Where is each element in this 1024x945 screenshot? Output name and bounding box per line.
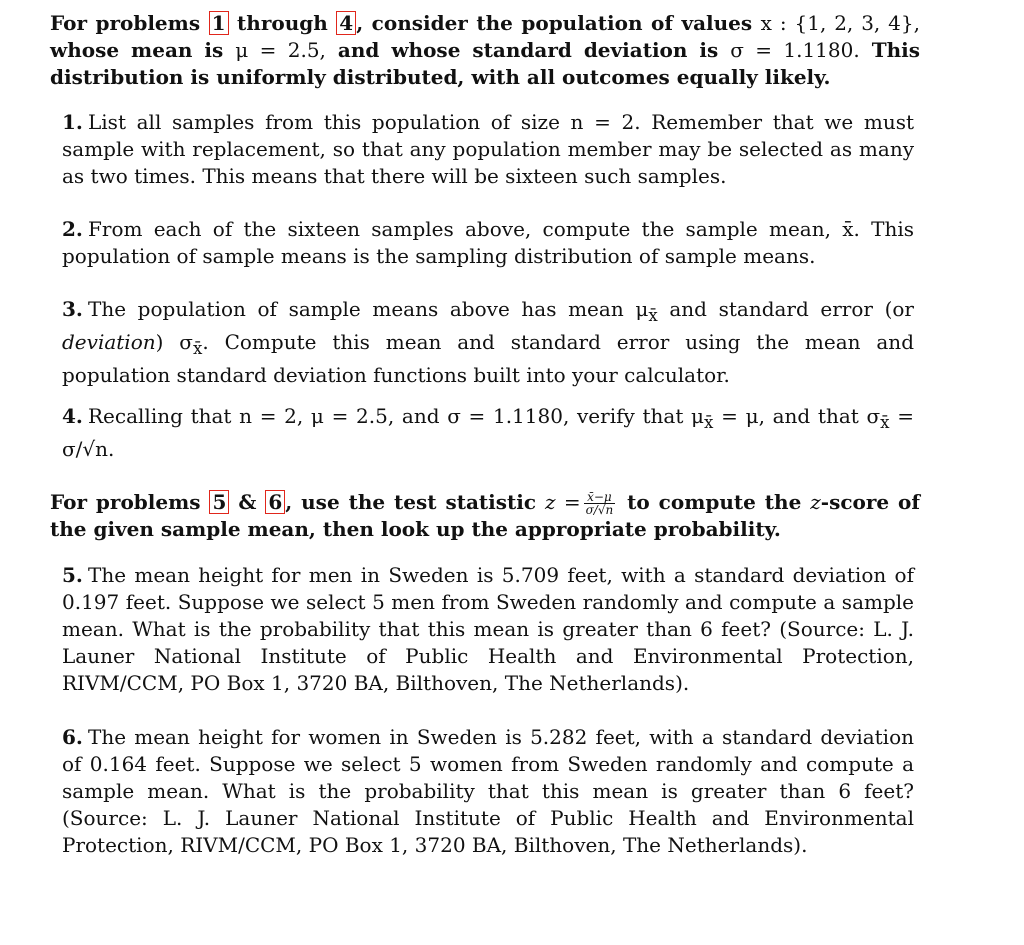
- problem-text: = μ, and that σ: [713, 404, 881, 428]
- math-subscript: x̄: [648, 306, 658, 325]
- fraction-numerator: x̄−μ: [584, 491, 616, 504]
- problem-text: ) σ: [155, 330, 193, 354]
- math-subscript: x̄: [704, 413, 714, 432]
- fraction-denominator: σ/√n: [585, 503, 614, 517]
- problem-number: 3.: [62, 297, 83, 321]
- problem-text: The mean height for men in Sweden is 5.709 feet, with a standard deviation of 0.197 feet. Suppose we select 5 men from Sweden randomly and compute a sample mean. What is the probability that this mean is greater than 6 feet? (Source: L. J. Launer National Institute of Public Health and Environmental Protection, RIVM/CCM, PO Box 1, 3720 BA, Bilthoven, The Netherlands).: [62, 563, 914, 695]
- problem-number: 4.: [62, 404, 83, 428]
- math-expression: σ = 1.1180.: [730, 38, 860, 62]
- intro-text: This distribution is uniformly distributed, with all outcomes equally likely.: [50, 38, 920, 89]
- problem-text: From each of the sixteen samples above, compute the sample mean, x̄. This population of sample means is the sampling distribution of sample means.: [62, 217, 914, 268]
- intro-text: through: [228, 11, 337, 35]
- problem-item: [62, 403, 914, 463]
- fraction: [584, 491, 616, 516]
- problem-item: [62, 216, 914, 270]
- problem-text: The population of sample means above has mean μ: [88, 297, 649, 321]
- problem-text: Recalling that n = 2, μ = 2.5, and σ = 1.1180, verify that μ: [88, 404, 705, 428]
- problem-item: [62, 296, 914, 389]
- problem-number: 2.: [62, 217, 83, 241]
- emphasis-text: deviation: [62, 330, 156, 354]
- problem-number: 6.: [62, 725, 83, 749]
- intro-text: whose mean is: [50, 38, 236, 62]
- problem-text: The mean height for women in Sweden is 5.282 feet, with a standard deviation of 0.164 feet. Suppose we select 5 women from Sweden randomly and compute a sample mean. What is the probability that this mean is greater than 6 feet? (Source: L. J. Launer National Institute of Public Health and Environmental Protection, RIVM/CCM, PO Box 1, 3720 BA, Bilthoven, The Netherlands).: [62, 725, 914, 857]
- problem-ref-link[interactable]: 4: [336, 11, 356, 35]
- math-expression: μ = 2.5,: [235, 38, 326, 62]
- problem-item: [62, 724, 914, 859]
- intro-paragraph-1: [50, 10, 920, 91]
- math-subscript: x̄: [192, 339, 203, 358]
- intro-text: to compute the: [618, 490, 811, 514]
- problem-text: = σ/√n.: [62, 404, 914, 461]
- intro-text: For problems: [50, 11, 209, 35]
- math-expression: z =: [544, 490, 581, 514]
- intro-text: , use the test statistic: [285, 490, 545, 514]
- math-symbol: z: [810, 490, 821, 514]
- problem-text: and standard error (or: [657, 297, 914, 321]
- intro-text: and whose standard deviation is: [325, 38, 731, 62]
- problem-item: [62, 562, 914, 697]
- problem-number: 5.: [62, 563, 83, 587]
- problem-text: . Compute this mean and standard error using the mean and population standard deviation functions built into your calculator.: [62, 330, 914, 387]
- problem-item: [62, 109, 914, 190]
- problem-ref-link[interactable]: 1: [209, 11, 229, 35]
- problem-number: 1.: [62, 110, 83, 134]
- intro-text: , consider the population of values: [356, 11, 761, 35]
- math-subscript: x̄: [880, 413, 890, 432]
- intro-text: For problems: [50, 490, 210, 514]
- problem-ref-link[interactable]: 5: [209, 490, 229, 514]
- problem-text: List all samples from this population of size n = 2. Remember that we must sample with replacement, so that any population member may be selected as many as two times. This means that there will be sixteen such samples.: [62, 110, 914, 188]
- intro-text: &: [229, 490, 266, 514]
- intro-paragraph-2: [50, 489, 920, 543]
- problem-ref-link[interactable]: 6: [265, 490, 285, 514]
- math-expression: x : {1, 2, 3, 4},: [760, 11, 920, 35]
- intro-text: -score of the given sample mean, then look up the appropriate probability.: [50, 490, 921, 541]
